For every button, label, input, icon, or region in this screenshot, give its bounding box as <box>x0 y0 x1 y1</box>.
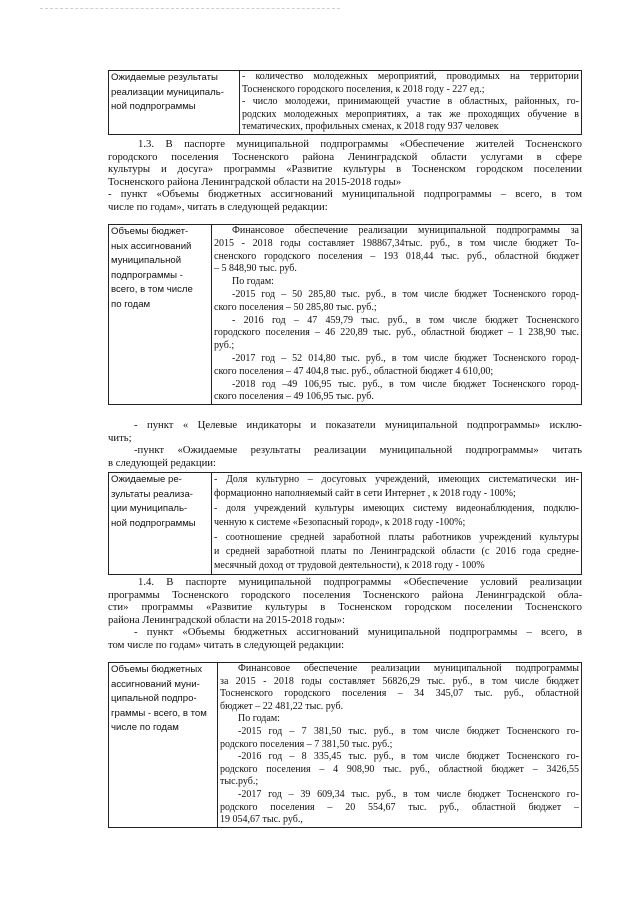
content-line: тематических, профильных сменах, к 2018 году 937 человек <box>242 121 499 133</box>
content-line: ского поселения – 49 106,95 тыс. руб. <box>214 391 374 403</box>
content-line: 2015 - 2018 годы составляет 198867,34тыс. руб., в том числе бюджет То- <box>214 237 579 249</box>
label-line: ции муниципаль- <box>111 503 188 515</box>
content-line: Тосненского городского поселения – 34 345,07 тыс. руб., областной <box>220 688 579 700</box>
paragraph-line: - пункт « Целевые индикаторы и показатели муниципальной подпрограммы» исклю- <box>134 419 582 431</box>
content-line: -2015 год – 7 381,50 тыс. руб., в том числе бюджет Тосненского го- <box>238 725 579 737</box>
label-line: муниципальной <box>111 255 182 267</box>
paragraph-line: чить; <box>108 431 132 444</box>
content-line: Финансовое обеспечение реализации муниципальной подпрограммы за <box>232 225 579 236</box>
label-line: ных ассигнований <box>111 240 192 252</box>
content-line: -2017 год – 52 014,80 тыс. руб., в том числе бюджет Тосненского город- <box>232 352 579 364</box>
budget-allocation-table-program-support <box>108 662 582 828</box>
content-line: По годам: <box>238 713 280 725</box>
label-line: Ожидаемые ре- <box>111 474 182 485</box>
content-line: -2018 год –49 106,95 тыс. руб., в том числе бюджет Тосненского город- <box>232 378 579 390</box>
content-line: бюджет – 22 481,22 тыс. руб. <box>220 700 344 712</box>
paragraph-line: городского поселения Тосненского района Ленинградской области услугами в сфере <box>108 150 582 163</box>
content-line: -2015 год – 50 285,80 тыс. руб., в том числе бюджет Тосненского город- <box>232 288 579 300</box>
content-line: родского поселения – 20 554,67 тыс. руб., областной бюджет – <box>220 801 579 813</box>
paragraph-line: программы Тосненского городского поселения Тосненского района Ленинградской обла- <box>108 588 582 601</box>
content-line: Финансовое обеспечение реализации муниципальной подпрограммы <box>238 663 579 674</box>
table-content-cell <box>240 71 582 135</box>
content-line: - 2016 год – 47 459,79 тыс. руб., в том числе бюджет Тосненского <box>232 314 579 326</box>
content-line: ского поселения – 50 285,80 тыс. руб.; <box>214 301 377 313</box>
table-content-cell <box>212 473 582 575</box>
paragraph-line: Тосненского района Ленинградской области на 2015-2018 годы» <box>108 175 402 188</box>
label-line: по годам <box>111 298 151 310</box>
label-line: реализации муниципаль- <box>111 86 224 98</box>
expected-results-table-youth <box>108 70 582 135</box>
paragraph-line: в следующей редакции: <box>108 456 216 469</box>
content-line: ченную к системе «Безопасный город», к 2018 году -100%; <box>214 517 466 529</box>
table-label-cell <box>109 473 212 575</box>
paragraph-line: том числе по годам» читать в следующей редакции: <box>108 638 345 651</box>
paragraph-line: района Ленинградской области на 2015-2018 годы»: <box>108 613 345 626</box>
content-line: сненского городского поселения – 193 018,44 тыс. руб., областной бюджет <box>214 250 579 262</box>
label-line: всего, в том числе <box>111 284 193 296</box>
content-line: – 5 848,90 тыс. руб. <box>214 263 297 275</box>
label-line: Ожидаемые результаты <box>111 72 218 83</box>
content-line: По годам: <box>232 276 274 288</box>
content-line: Тосненского городского поселения, к 2018 году - 227 ед.; <box>242 83 485 95</box>
paragraph-1-3 <box>108 138 582 214</box>
table-content-cell <box>218 663 582 828</box>
content-line: - соотношение средней заработной платы работников учреждений культуры <box>214 531 579 543</box>
paragraph-line: культуры и досуга» программы «Развитие культуры в Тосненском городском поселении <box>108 163 582 176</box>
paragraph-1-4 <box>108 576 582 652</box>
content-line: - число молодежи, принимающей участие в областных, районных, го- <box>242 96 579 108</box>
content-line: и средней заработной платы по Ленинградской области (с 2016 года средне- <box>214 546 579 558</box>
scan-artifact-line <box>40 8 340 10</box>
content-line: родского поселения – 4 908,90 тыс. руб., областной бюджет – 3426,55 <box>220 763 579 775</box>
content-line: 19 054,67 тыс. руб., <box>220 814 303 826</box>
content-line: городского поселения – 46 220,89 тыс. руб., областной бюджет – 1 238,90 тыс. <box>214 327 579 339</box>
content-line: - количество молодежных мероприятий, проводимых на территории <box>242 71 579 82</box>
content-line: за 2015 - 2018 годы составляет 56826,29 тыс. руб., в том числе бюджет <box>220 675 579 687</box>
paragraph-line: - пункт «Объемы бюджетных ассигнований муниципальной подпрограммы – всего, в том <box>108 188 582 201</box>
label-line: ассигнований муни- <box>111 678 200 690</box>
content-line: ского поселения – 47 404,8 тыс. руб., областной бюджет 4 610,00; <box>214 365 494 377</box>
content-line: родского поселения – 7 381,50 тыс. руб.; <box>220 738 393 750</box>
paragraph-line: 1.4. В паспорте муниципальной подпрограммы «Обеспечение условий реализации <box>138 576 582 588</box>
content-line: - доля учреждений культуры имеющих систему видеонаблюдения, подклю- <box>214 502 579 514</box>
content-line: -2017 год – 39 609,34 тыс. руб., в том числе бюджет Тосненского го- <box>238 788 579 800</box>
table-label-cell <box>109 225 212 405</box>
expected-results-table-culture <box>108 472 582 575</box>
paragraph-line: числе по годам», читать в следующей редакции: <box>108 200 328 213</box>
paragraph-line: - пункт «Объемы бюджетных ассигнований муниципальной подпрограммы – всего, в <box>134 626 582 639</box>
content-line: руб.; <box>214 340 235 352</box>
paragraph-line: сти» программы «Развитие культуры в Тосненском городском поселении Тосненского <box>108 601 582 614</box>
paragraph-line: -пункт «Ожидаемые результаты реализации муниципальной подпрограммы» читать <box>134 444 582 457</box>
budget-allocation-table-culture <box>108 224 582 405</box>
label-line: Объемы бюджетных <box>111 664 203 675</box>
content-line: формационно наполняемый сайт в сети Интернет , к 2018 году - 100%; <box>214 488 516 500</box>
label-line: числе по годам <box>111 722 179 734</box>
label-line: ципальной подпро- <box>111 693 197 705</box>
content-line: месячный доход от трудовой деятельности), к 2018 году - 100% <box>214 560 485 572</box>
label-line: Объемы бюджет- <box>111 226 189 237</box>
content-line: тыс.руб.; <box>220 776 259 788</box>
label-line: зультаты реализа- <box>111 488 193 500</box>
content-line: - Доля культурно – досуговых учреждений, имеющих систематически ин- <box>214 474 579 485</box>
label-line: ной подпрограммы <box>111 517 196 529</box>
paragraph-indicator-changes <box>108 419 582 469</box>
label-line: подпрограммы - <box>111 269 183 281</box>
label-line: граммы - всего, в том <box>111 707 207 719</box>
content-line: родских молодежных мероприятиях, а так же проходящих обучение в <box>242 108 579 120</box>
paragraph-line: 1.3. В паспорте муниципальной подпрограммы «Обеспечение жителей Тосненского <box>138 138 582 150</box>
table-label-cell <box>109 663 218 828</box>
table-content-cell <box>212 225 582 405</box>
content-line: -2016 год – 8 335,45 тыс. руб., в том числе бюджет Тосненского го- <box>238 751 579 763</box>
label-line: ной подпрограммы <box>111 101 196 113</box>
table-label-cell <box>109 71 240 135</box>
